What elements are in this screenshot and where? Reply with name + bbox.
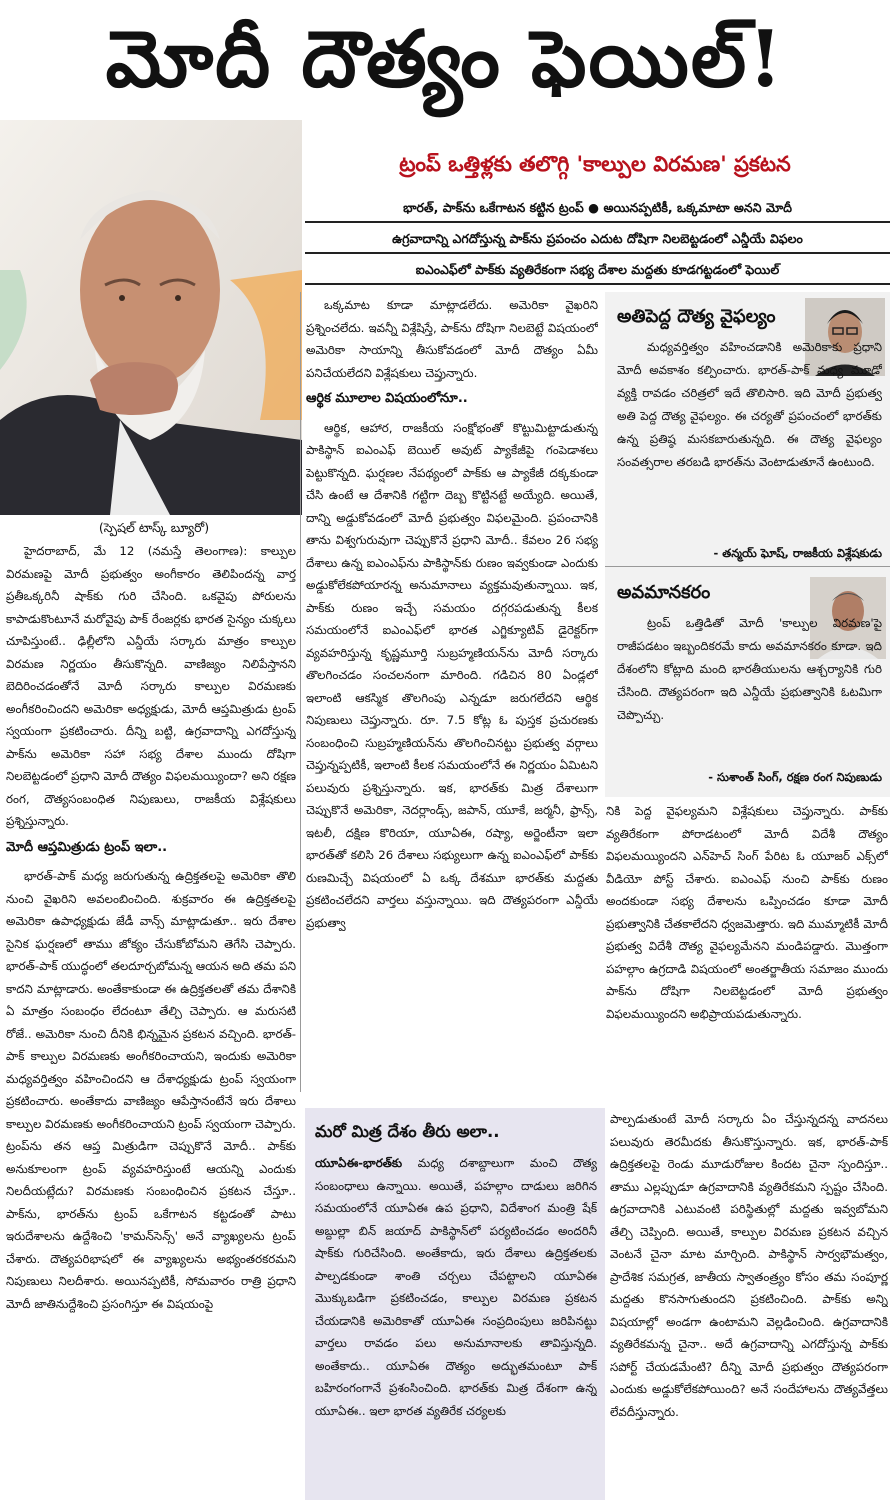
box-body bbox=[315, 1152, 597, 1492]
bullet-text-2: అయినప్పటికీ, ఒక్కమాటా అనని మోదీ bbox=[603, 200, 792, 215]
friend-country-box bbox=[305, 1108, 605, 1500]
bullet-text-3: ఉగ్రవాదాన్ని ఎగదోస్తున్న పాక్‌ను ప్రపంచం ఎదుట దోషిగా నిలబెట్టడంలో ఎన్డీయే విఫలం bbox=[392, 231, 803, 246]
col1-paragraph-2: భారత్-పాక్ మధ్య జరుగుతున్న ఉద్రిక్తతలపై అమెరికా తొలి నుంచి వైఖరిని అవలంబించింది. శుక్రవారం ఈ ఉద్రిక్తతలపై అమెరికా ఉపాధ్యక్షుడు జేడీ వాన్స్ మాట్లాడుతూ.. ఇరు దేశాల సైనిక ఘర్షణలో తాము జోక్యం చేసుకోబోమని తెగేసి చెప్పారు. భారత్-పాక్ యుద్ధంలో తలదూర్చబోమన్న ఆయన అది తమ పని కాదని మాట్లాడారు. అంతేకాకుండా ఈ ఉద్రిక్తతలతో తమ దేశానికి ఏ మాత్రం సంబంధం లేదంటూ తేల్చి చెప్పారు. ఆ మరుసటి రోజే.. అమెరికా నుంచి దీనికి భిన్నమైన ప్రకటన వచ్చింది. భారత్-పాక్ కాల్పుల విరమణకు అంగీకరించాయని, ఇందుకు అమెరికా మధ్యవర్తిత్వం వహించిందని ఆ దేశాధ్యక్షుడు ట్రంప్ స్వయంగా ప్రకటించారు. అంతేకాదు వాణిజ్యం ఆపేస్తానంటేనే ఇరు దేశాలు కాల్పుల విరమణకు అంగీకరించాయని ట్రంప్ స్వయంగా చెప్పారు. ట్రంప్‌ను తన ఆప్త మిత్రుడిగా చెప్పుకొనే మోదీ.. పాక్‌కు అనుకూలంగా ట్రంప్ వ్యవహరిస్తుంటే ఆయన్ని ఎందుకు నిలదీయట్లేదు? విరమణకు సంబంధించిన ప్రకటన చేస్తూ.. పాక్‌ను, భారత్‌ను ట్రంప్ ఒకేగాటన కట్టడంతో పాటు ఇరుదేశాలను ఉద్దేశించి 'కామన్‌సెన్స్' అనే వ్యాఖ్యలను ట్రంప్ చేశారు. దౌత్యపరిభాషలో ఈ వ్యాఖ్యలను అభ్యంతరకరమని నిపుణులు నిలదీశారు. అయినప్పటికీ, సోమవారం రాత్రి ప్రధాని మోదీ జాతినుద్దేశించి ప్రసంగిస్తూ ఈ విషయంపై bbox=[6, 869, 296, 1311]
modi-portrait-illustration bbox=[0, 120, 302, 515]
box-lead: యూఏఈ-భారత్‌కు bbox=[315, 1156, 403, 1170]
sidebar-signature-2: - సుశాంత్ సింగ్, రక్షణ రంగ నిపుణుడు bbox=[708, 770, 882, 784]
bullet-text-1: భారత్, పాక్‌ను ఒకేగాటన కట్టిన ట్రంప్ bbox=[403, 200, 584, 215]
col1-paragraph-1: హైదరాబాద్, మే 12 (నమస్తే తెలంగాణ): కాల్పుల విరమణపై మోదీ ప్రభుత్వం అంగీకారం తెలిపిందన్న వార్త ప్రతీఒక్కరినీ షాక్‌కు గురి చేసింది. ఒకవైపు పోరులను కాపాడుకొంటూనే మరోవైపు పాక్ రేంజర్లకు భారత సైన్యం చుక్కలు చూపిస్తుంటే.. ఢిల్లీలోని ఎన్డీయే సర్కారు మాత్రం కాల్పుల విరమణ నిర్ణయం తీసుకొన్నది. వాణిజ్యం నిలిపేస్తానని బెదిరించడంతోనే మోదీ సర్కారు కాల్పుల విరమణకు అంగీకరించిందని అమెరికా అధ్యక్షుడు, మోదీ ఆప్తమిత్రుడు ట్రంప్ స్వయంగా ప్రకటించారు. దీన్ని బట్టి, ఉగ్రవాదాన్ని ఎగదోస్తున్న పాక్‌ను అమెరికా సహా సభ్య దేశాల ముందు దోషిగా నిలబెట్టడంలో ప్రధాని మోదీ దౌత్యం విఫలమయ్యిందా? అని రక్షణ రంగ, దౌత్యసంబంధిత నిపుణులు, రాజకీయ విశ్లేషకులు ప్రశ్నిస్తున్నారు. bbox=[6, 544, 296, 828]
col2-paragraph-1: ఒక్కమాట కూడా మాట్లాడలేదు. అమెరికా వైఖరిని ప్రశ్నించలేదు. ఇవన్నీ విశ్లేషిస్తే, పాక్‌ను దోషిగా నిలబెట్టే విషయంలో అమెరికా సాయాన్ని తీసుకోవడంలో మోదీ దౌత్యం ఏమీ పనిచేయలేదని విశ్లేషకులు చెప్తున్నారు. bbox=[306, 298, 598, 380]
photo-caption: (స్పెషల్ టాస్క్ బ్యూరో) bbox=[98, 520, 210, 535]
sidebar-title-1: అతిపెద్ద దౌత్య వైఫల్యం bbox=[617, 306, 776, 327]
sidebar-divider bbox=[605, 566, 890, 567]
col2-subheading: ఆర్థిక మూలాల విషయంలోనూ.. bbox=[306, 391, 468, 406]
col1-subheading: మోదీ ఆప్తమిత్రుడు ట్రంప్ ఇలా.. bbox=[6, 839, 168, 855]
bullet-dot-icon: ● bbox=[588, 200, 604, 215]
box-title: మరో మిత్ర దేశం తీరు అలా.. bbox=[315, 1122, 500, 1141]
bullet-text-4: ఐఎంఎఫ్‌లో పాక్‌కు వ్యతిరేకంగా సభ్య దేశాల మద్దతు కూడగట్టడంలో ఫెయిల్ bbox=[415, 262, 780, 277]
column-divider bbox=[300, 292, 301, 1092]
col3-paragraph-1: నికి పెద్ద వైఫల్యమని విశ్లేషకులు చెప్తున్నారు. పాక్‌కు వ్యతిరేకంగా పోరాడటంలో మోదీ విదేశీ దౌత్యం విఫలమయ్యిందని ఎన్‌హెచ్ సింగ్ పేరిట ఓ యూజర్ ఎక్స్‌లో వీడియో పోస్ట్ చేశారు. ఐఎంఎఫ్ నుంచి పాక్‌కు రుణం అందకుండా సభ్య దేశాలను ఒప్పించడం కూడా మోదీ ప్రభుత్వానికి చేతకాలేదని ధ్వజమెత్తారు. ఇది ముమ్మాటికీ మోదీ ప్రభుత్వ విదేశీ దౌత్య వైఫల్యమేనని మండిపడ్డారు. మొత్తంగా పహల్గాం ఉగ్రదాడి విషయంలో అంతర్జాతీయ సమాజం ముందు పాక్‌ను దోషిగా నిలబెట్టడంలో మోదీ ప్రభుత్వం విఫలమయ్యిందని అభిప్రాయపడుతున్నారు. bbox=[606, 804, 888, 1021]
article-column-1 bbox=[6, 540, 296, 1500]
col2-paragraph-2: ఆర్థిక, ఆహార, రాజకీయ సంక్షోభంతో కొట్టుమిట్టాడుతున్న పాకిస్థాన్ ఐఎంఎఫ్ బెయిల్ అవుట్ ప్యాకేజీపై గంపెడాశలు పెట్టుకొన్నది. ఘర్షణల నేపథ్యంలో పాక్‌కు ఆ ప్యాకేజీ దక్కకుండా చేసి ఉంటే ఆ దేశానికి గట్టిగా దెబ్బ కొట్టినట్టే అయ్యేది. అయితే, దాన్ని అడ్డుకోవడంలో మోదీ ప్రభుత్వం విఫలమైంది. ప్రపంచానికి తాను విశ్వగురువుగా చెప్పుకొనే ప్రధాని మోదీ.. కేవలం 26 సభ్య దేశాలు ఉన్న ఐఎంఎఫ్‌ను పాకిస్థాన్‌కు రుణం ఇవ్వకుండా ఎందుకు అడ్డుకోలేకపోయారన్న అనుమానాలు వ్యక్తమవుతున్నాయి. ఇక, పాక్‌కు రుణం ఇచ్చే సమయం దగ్గరపడుతున్న కీలక సమయంలోనే ఐఎంఎఫ్‌లో భారత ఎగ్జిక్యూటివ్ డైరెక్టర్‌గా వ్యవహరిస్తున్న కృష్ణమూర్తి సుబ్రహ్మణియన్‌ను మోదీ సర్కారు తొలగించడం సంచలనంగా మారింది. గడిచిన 80 ఏండ్లలో ఇలాంటి ఆకస్మిక తొలగింపు ఎన్నడూ జరుగలేదని ఆర్థిక నిపుణులు చెప్తున్నారు. రూ. 7.5 కోట్ల ఓ పుస్తక ప్రచురణకు సంబంధించి సుబ్రహ్మణియన్‌ను తొలగించినట్టు ప్రభుత్వ వర్గాలు చెప్తున్నప్పటికీ, ఇలాంటి కీలక సమయంలోనే ఈ నిర్ణయం ఏమిటని పలువురు ప్రశ్నిస్తున్నారు. ఇక, భారత్‌కు మిత్ర దేశాలుగా చెప్పుకొనే అమెరికా, నెదర్లాండ్స్, జపాన్, యూకే, జర్మనీ, ఫ్రాన్స్, ఇటలీ, దక్షిణ కొరియా, యూఏఈ, రష్యా, అర్జెంటీనా ఇలా భారత్‌తో కలిసి 26 దేశాలు సభ్యులుగా ఉన్న ఐఎంఎఫ్‌లో పాక్‌కు రుణమిచ్చే విషయంలో ఏ ఒక్క దేశమూ భారత్‌కు మద్దతు ప్రకటించలేదని వార్తలు వస్తున్నాయి. ఇది దౌత్యపరంగా ఎన్డీయే ప్రభుత్వా bbox=[306, 420, 598, 930]
bullet-row-3 bbox=[305, 255, 890, 285]
main-headline: మోదీ దౌత్యం ఫెయిల్! bbox=[105, 14, 785, 105]
bullet-row-1 bbox=[305, 193, 890, 223]
article-column-2 bbox=[306, 294, 598, 1104]
col3-paragraph-2: పాల్పడుతుంటే మోదీ సర్కారు ఏం చేస్తున్నదన్న వాదనలు పలువురు తెరమీదకు తీసుకొస్తున్నారు. ఇక, భారత్-పాక్ ఉద్రిక్తతలపై రెండు మూడురోజుల కిందట చైనా స్పందిస్తూ.. తాము ఎల్లప్పుడూ ఉగ్రవాదానికి వ్యతిరేకమని స్పష్టం చేసింది. ఉగ్రవాదానికి ఎటువంటి పరిస్థితుల్లో మద్దతు ఇవ్వబోమని తేల్చి చెప్పింది. అయితే, కాల్పుల విరమణ ప్రకటన వచ్చిన వెంటనే చైనా మాట మార్చింది. పాకిస్థాన్ సార్వభౌమత్వం, ప్రాదేశిక సమగ్రత, జాతీయ స్వాతంత్ర్యం కోసం తమ సంపూర్ణ మద్దతు కొనసాగుతుందని ప్రకటించింది. పాక్‌కు అన్ని విషయాల్లో అండగా ఉంటామని వెల్లడించింది. ఉగ్రవాదానికి వ్యతిరేకమన్న చైనా.. అదే ఉగ్రవాదాన్ని ఎగదోస్తున్న పాక్‌కు సపోర్ట్ చేయడమేంటి? దీన్ని మోదీ ప్రభుత్వం దౌత్యపరంగా ఎందుకు అడ్డుకోలేకపోయింది? అనే సందేహాలను దౌత్యవేత్తలు లేవదీస్తున్నారు. bbox=[610, 1112, 888, 1419]
sub-headline: ట్రంప్ ఒత్తిళ్లకు తలొగ్గి 'కాల్పుల విరమణ' ప్రకటన bbox=[399, 152, 791, 176]
sidebar-quote-1: మధ్యవర్తిత్వం వహించడానికి అమెరికాకు ప్రధాని మోదీ అవకాశం కల్పించారు. భారత్-పాక్ మధ్య మూడో వ్యక్తి రావడం చరిత్రలో ఇదే తొలిసారి. ఇది మోదీ ప్రభుత్వ అతి పెద్ద దౌత్య వైఫల్యం. ఈ చర్యతో ప్రపంచంలో భారత్‌కు ఉన్న ప్రతిష్ఠ మసకబారుతున్నది. ఈ దౌత్య వైఫల్యం సంవత్సరాల తరబడి భారత్‌ను వెంటాడుతూనే ఉంటుంది. bbox=[617, 340, 882, 469]
sidebar-title-2: అవమానకరం bbox=[617, 582, 711, 603]
sidebar-signature-1: - తన్మయ్ ఘోష్, రాజకీయ విశ్లేషకుడు bbox=[713, 546, 882, 560]
sidebar-quote-2: ట్రంప్ ఒత్తిడితో మోదీ 'కాల్పుల విరమణ'పై రాజీపడటం ఇబ్బందికరమే కాదు అవమానకరం కూడా. ఇది దేశంలోని కోట్లాది మంది భారతీయులను ఆశ్చర్యానికి గురి చేసింది. దౌత్యపరంగా ఇది ఎన్డీయే ప్రభుత్వానికి ఓటమిగా చెప్పొచ్చు. bbox=[617, 616, 882, 722]
bullet-row-2 bbox=[305, 224, 890, 254]
expert-quotes-sidebar bbox=[605, 292, 890, 797]
modi-photo bbox=[0, 120, 302, 515]
box-text: మధ్య దశాబ్దాలుగా మంచి దౌత్య సంబంధాలు ఉన్నాయి. అయితే, పహల్గాం దాడులు జరిగిన సమయంలోనే యూఏఈ ఉప ప్రధాని, విదేశాంగ మంత్రి షేక్ అబ్దుల్లా బిన్ జయాద్ పాకిస్థాన్‌లో పర్యటించడం అందరినీ షాక్‌కు గురిచేసింది. అంతేకాదు, ఇరు దేశాలు ఉద్రిక్తతలకు పాల్పడకుండా శాంతి చర్చలు చేపట్టాలని యూఏఈ మొక్కుబడిగా ప్రకటించడం, కాల్పుల విరమణ ప్రకటన చేయడానికి అమెరికాతో యూఏఈ సంప్రదింపులు జరిపినట్టు వార్తలు రావడం పలు అనుమానాలకు తావిస్తున్నది. అంతేకాదు.. యూఏఈ దౌత్యం అద్భుతమంటూ పాక్ బహిరంగంగానే ప్రశంసించింది. భారత్‌కు మిత్ర దేశంగా ఉన్న యూఏఈ.. ఇలా భారత వ్యతిరేక చర్యలకు bbox=[315, 1156, 597, 1418]
article-column-3-top bbox=[606, 800, 888, 1095]
article-column-3-bottom bbox=[610, 1108, 888, 1500]
